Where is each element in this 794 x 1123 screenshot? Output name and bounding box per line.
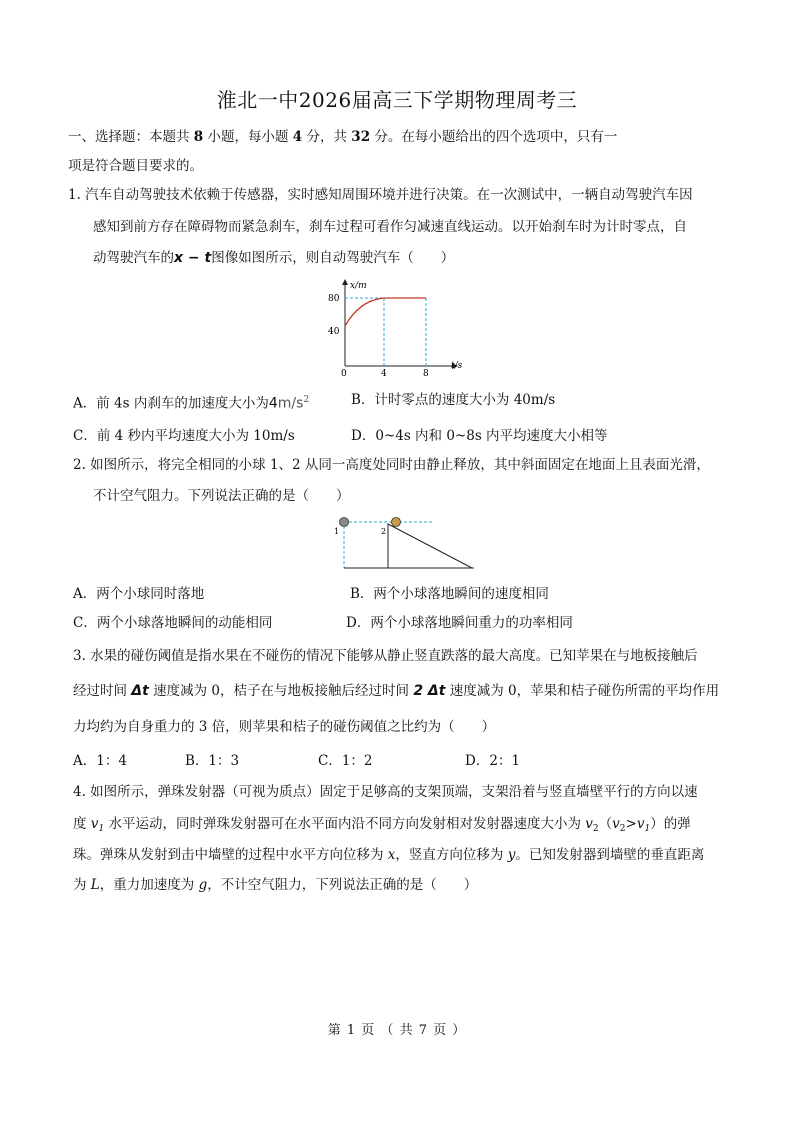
q3-option-a: A．1：4 [73, 753, 127, 769]
q2-stem-line2: 不计空气阻力。下列说法正确的是（ ） [93, 488, 350, 504]
q4-stem-line2: 度 $v_1$ 水平运动，同时弹珠发射器可在水平面内沿不同方向发射相对发射器速度大小为 $v_2(v_2>v_1)$的弹 [73, 816, 691, 834]
q1-option-a: A．前 4s 内刹车的加速度大小为$4m/s^2$ [73, 395, 310, 412]
graph-x0: 0 [341, 369, 347, 378]
q3-stem-line2: 经过时间 Δt 速度减为 0，桔子在与地板接触后经过时间 2 Δt 速度减为 0，苹果和桔子碰伤所需的平均作用 [73, 683, 720, 699]
q1-stem-line2: 感知到前方存在障碍物而紧急刹车，刹车过程可看作匀减速直线运动。以开始刹车时为计时零点，自 [93, 219, 687, 235]
ball-2 [392, 518, 401, 527]
q1-option-d: D．0~4s 内和 0~8s 内平均速度大小相等 [351, 428, 608, 444]
section-header-line1: 一、选择题：本题共 8 小题，每小题 4 分，共 32 分。在每小题给出的四个选项中，只有一 [68, 129, 618, 145]
q3-option-c: C．1：2 [318, 753, 373, 769]
graph-y80: 80 [328, 294, 340, 304]
q3-option-d: D．2：1 [465, 753, 521, 769]
q4-stem-line1: 4. 如图所示，弹珠发射器（可视为质点）固定于足够高的支架顶端，支架沿着与竖直墙壁平行的方向以速 [73, 784, 698, 800]
q1-option-c: C．前 4 秒内平均速度大小为 10m/s [73, 428, 295, 444]
incline [388, 524, 472, 568]
q2-option-a: A．两个小球同时落地 [73, 586, 205, 602]
ball-1-label: 1 [334, 527, 340, 536]
q2-option-b: B．两个小球落地瞬间的速度相同 [350, 586, 549, 602]
q3-stem-line3: 力均约为自身重力的 3 倍，则苹果和桔子的碰伤阈值之比约为（ ） [73, 719, 496, 735]
q3-option-b: B．1：3 [185, 753, 240, 769]
q1-stem-line1: 1. 汽车自动驾驶技术依赖于传感器，实时感知周围环境并进行决策。在一次测试中，一辆自动驾驶汽车因 [68, 187, 693, 203]
graph-x8: 8 [423, 369, 429, 378]
xt-curve [345, 298, 384, 326]
q4-stem-line3: 珠。弹珠从发射到击中墙壁的过程中水平方向位移为 x，竖直方向位移为 y。已知发射器到墙壁的垂直距离 [73, 847, 705, 863]
page-footer: 第 1 页 （ 共 7 页 ） [327, 1023, 467, 1038]
graph-ylabel: x/m [350, 281, 367, 291]
graph-xlabel: t/s [451, 361, 463, 371]
q1-xt-graph [320, 278, 480, 378]
q3-stem-line1: 3. 水果的碰伤阈值是指水果在不碰伤的情况下能够从静止竖直跌落的最大高度。已知苹果在与地板接触后 [73, 648, 698, 664]
q2-option-c: C．两个小球落地瞬间的动能相同 [73, 615, 273, 631]
q1-option-b: B．计时零点的速度大小为 40m/s [351, 392, 556, 408]
ball-1 [340, 518, 349, 527]
ball-2-label: 2 [381, 527, 387, 536]
q2-option-d: D．两个小球落地瞬间重力的功率相同 [346, 615, 573, 631]
section-header-line2: 项是符合题目要求的。 [68, 158, 203, 174]
q4-stem-line4: 为 L，重力加速度为 g，不计空气阻力，下列说法正确的是（ ） [73, 877, 478, 893]
q2-incline-diagram [328, 512, 478, 572]
q2-stem-line1: 2. 如图所示，将完全相同的小球 1、2 从同一高度处同时由静止释放，其中斜面固定在地面上且表面光滑， [73, 457, 710, 473]
page-title: 淮北一中2026届高三下学期物理周考三 [216, 88, 578, 112]
q1-stem-line3: 动驾驶汽车的x − t图像如图所示，则自动驾驶汽车（ ） [93, 250, 455, 266]
graph-y40: 40 [328, 327, 340, 337]
graph-x4: 4 [381, 369, 387, 378]
